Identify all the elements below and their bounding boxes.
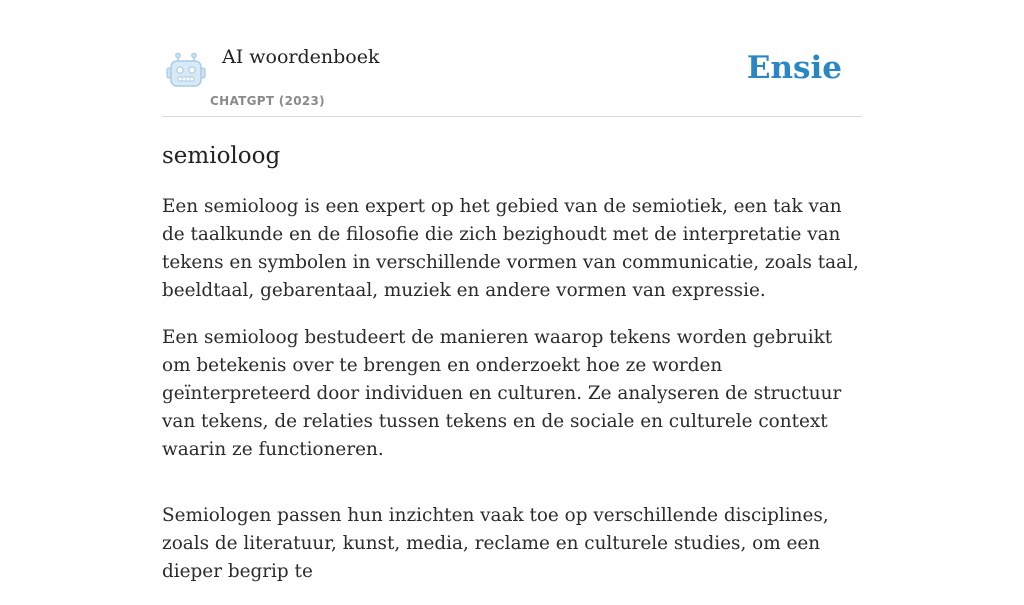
source-meta: CHATGPT (2023) xyxy=(210,94,325,108)
entry-card xyxy=(162,36,862,605)
source-name[interactable]: AI woordenboek xyxy=(222,46,380,68)
ensie-logo-link[interactable]: Ensie xyxy=(746,50,842,86)
definition-paragraph: Een semioloog is een expert op het gebied van de semiotiek, een tak van de taalkunde en de filosofie die zich bezighoudt met de interpretatie van tekens en symbolen in verschillende vormen van communicatie, zoals taal, beeldtaal, gebarentaal, muziek en andere vormen van expressie. xyxy=(162,196,859,301)
entry-definition xyxy=(162,193,862,586)
robot-icon xyxy=(166,52,206,88)
entry-term: semioloog xyxy=(162,143,281,169)
definition-paragraph: Een semioloog bestudeert de manieren waarop tekens worden gebruikt om betekenis over te brengen en onderzoekt hoe ze worden geïnterpreteerd door individuen en culturen. Ze analyseren de structuur van tekens, de relaties tussen tekens en de sociale en culturele context waarin ze functioneren. xyxy=(162,327,842,460)
entry-header xyxy=(162,36,862,117)
definition-paragraph: Semiologen passen hun inzichten vaak toe op verschillende disciplines, zoals de literatuur, kunst, media, reclame en culturele studies, om een dieper begrip te xyxy=(162,505,829,582)
